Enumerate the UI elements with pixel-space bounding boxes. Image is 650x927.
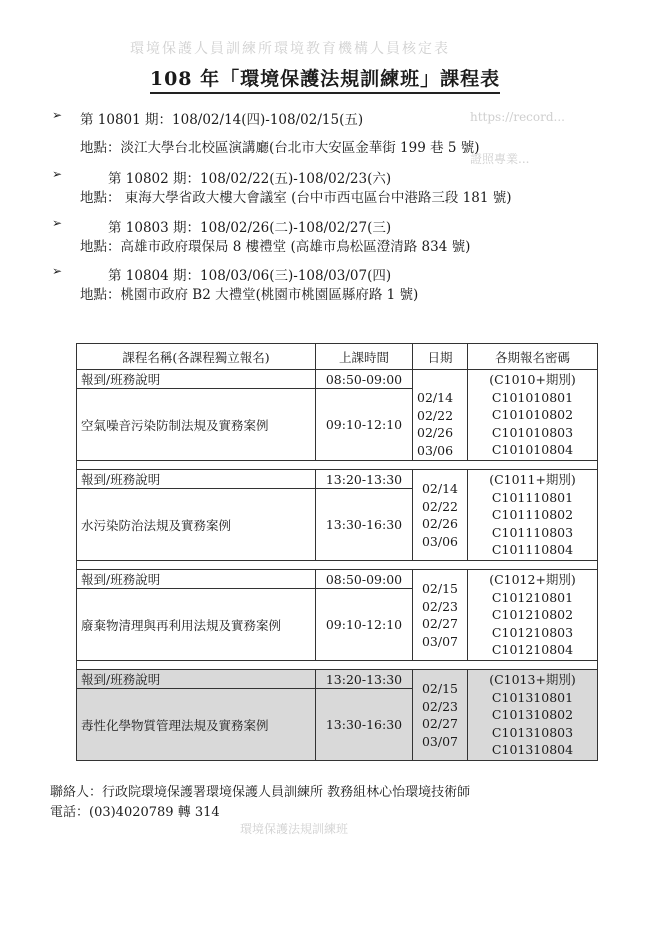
table-row <box>77 470 598 489</box>
code-header: (C1010+期別) <box>489 372 576 388</box>
date-item: 02/26 <box>421 516 459 531</box>
code-item: C101110801 <box>491 489 574 505</box>
column-header-code: 各期報名密碼 <box>468 344 598 370</box>
date-item: 02/15 <box>421 681 459 696</box>
code-item: C101210802 <box>491 607 574 623</box>
code-item: C101310803 <box>491 724 574 740</box>
registration-codes <box>468 670 598 761</box>
table-spacer-row <box>77 661 598 670</box>
code-item: C101010802 <box>491 407 574 423</box>
date-item: 02/27 <box>421 716 459 731</box>
bleed-through-text: 證照專業... <box>470 152 530 166</box>
arrow-bullet-icon: ➢ <box>52 264 63 278</box>
document-title-text: 108 年「環境保護法規訓練班」課程表 <box>150 68 500 94</box>
column-header-course: 課程名稱(各課程獨立報名) <box>77 344 316 370</box>
table-row <box>77 370 598 389</box>
session-period: 第 10803 期：108/02/26(二)-108/02/27(三) <box>108 220 392 236</box>
bleed-through-text: 環境保護人員訓練所環境教育機構人員核定表 <box>130 41 450 57</box>
arrow-bullet-icon: ➢ <box>52 167 63 181</box>
session-period: 第 10802 期：108/02/22(五)-108/02/23(六) <box>108 171 392 187</box>
table-spacer-row <box>77 461 598 470</box>
session-location: 地點：桃園市政府 B2 大禮堂(桃園市桃園區縣府路 1 號) <box>80 287 419 303</box>
session-location: 地點：淡江大學台北校區演講廳(台北市大安區金華街 199 巷 5 號) <box>80 140 480 156</box>
course-time: 09:10-12:10 <box>316 389 413 461</box>
code-item: C101110803 <box>491 524 574 540</box>
code-header: (C1011+期別) <box>489 472 576 488</box>
table-header-row <box>77 344 598 370</box>
schedule-table <box>76 343 598 761</box>
code-item: C101010801 <box>491 389 574 405</box>
registration-time: 08:50-09:00 <box>316 370 413 389</box>
arrow-bullet-icon: ➢ <box>52 108 63 122</box>
date-item: 02/14 <box>417 390 454 405</box>
bleed-through-text: 環境保護法規訓練班 <box>240 822 349 836</box>
code-item: C101010803 <box>491 424 574 440</box>
course-dates <box>413 570 468 661</box>
contact-person: 聯絡人：行政院環境保護署環境保護人員訓練所 教務組林心怡環境技術師 <box>50 785 471 800</box>
registration-label: 報到/班務說明 <box>77 670 316 689</box>
code-item: C101110804 <box>491 542 574 558</box>
date-item: 03/07 <box>421 733 459 749</box>
registration-time: 13:20-13:30 <box>316 470 413 489</box>
session-location: 地點： 東海大學省政大樓大會議室 (台中市西屯區台中港路三段 181 號) <box>80 190 512 206</box>
registration-time: 13:20-13:30 <box>316 670 413 689</box>
code-item: C101310802 <box>491 707 574 723</box>
date-item: 02/22 <box>417 407 454 423</box>
code-header: (C1013+期別) <box>489 672 576 688</box>
table-row <box>77 670 598 689</box>
column-header-date: 日期 <box>413 344 468 370</box>
session-period: 第 10804 期：108/03/06(三)-108/03/07(四) <box>108 268 392 284</box>
course-time: 09:10-12:10 <box>316 589 413 661</box>
session-location: 地點：高雄市政府環保局 8 樓禮堂 (高雄市鳥松區澄清路 834 號) <box>80 239 471 255</box>
date-item: 02/23 <box>421 698 459 714</box>
course-name: 廢棄物清理與再利用法規及實務案例 <box>77 589 316 661</box>
table-row <box>77 570 598 589</box>
course-name: 水污染防治法規及實務案例 <box>77 489 316 561</box>
code-item: C101010804 <box>491 442 574 458</box>
course-dates <box>413 470 468 561</box>
date-item: 02/14 <box>421 481 459 496</box>
table-spacer-row <box>77 561 598 570</box>
registration-time: 08:50-09:00 <box>316 570 413 589</box>
code-item: C101310801 <box>491 689 574 705</box>
date-item: 02/26 <box>417 425 454 440</box>
code-item: C101210803 <box>491 624 574 640</box>
date-item: 03/07 <box>421 633 459 649</box>
session-period: 第 10801 期：108/02/14(四)-108/02/15(五) <box>80 112 364 128</box>
course-name: 毒性化學物質管理法規及實務案例 <box>77 689 316 761</box>
code-item: C101210804 <box>491 642 574 658</box>
date-item: 02/15 <box>421 581 459 596</box>
code-item: C101110802 <box>491 507 574 523</box>
registration-codes <box>468 570 598 661</box>
date-item: 03/06 <box>421 533 459 549</box>
code-item: C101310804 <box>491 742 574 758</box>
document-title <box>0 64 650 91</box>
arrow-bullet-icon: ➢ <box>52 216 63 230</box>
bleed-through-text: https://record... <box>470 110 565 124</box>
course-time: 13:30-16:30 <box>316 489 413 561</box>
course-dates <box>413 370 468 461</box>
course-dates <box>413 670 468 761</box>
registration-label: 報到/班務說明 <box>77 570 316 589</box>
date-item: 02/27 <box>421 616 459 631</box>
registration-codes <box>468 470 598 561</box>
column-header-time: 上課時間 <box>316 344 413 370</box>
date-item: 02/22 <box>421 498 459 514</box>
registration-label: 報到/班務說明 <box>77 470 316 489</box>
contact-phone: 電話：(03)4020789 轉 314 <box>50 805 220 820</box>
code-header: (C1012+期別) <box>489 572 576 588</box>
registration-label: 報到/班務說明 <box>77 370 316 389</box>
date-item: 03/06 <box>417 442 454 458</box>
course-time: 13:30-16:30 <box>316 689 413 761</box>
course-name: 空氣噪音污染防制法規及實務案例 <box>77 389 316 461</box>
date-item: 02/23 <box>421 598 459 614</box>
code-item: C101210801 <box>491 589 574 605</box>
registration-codes <box>468 370 598 461</box>
